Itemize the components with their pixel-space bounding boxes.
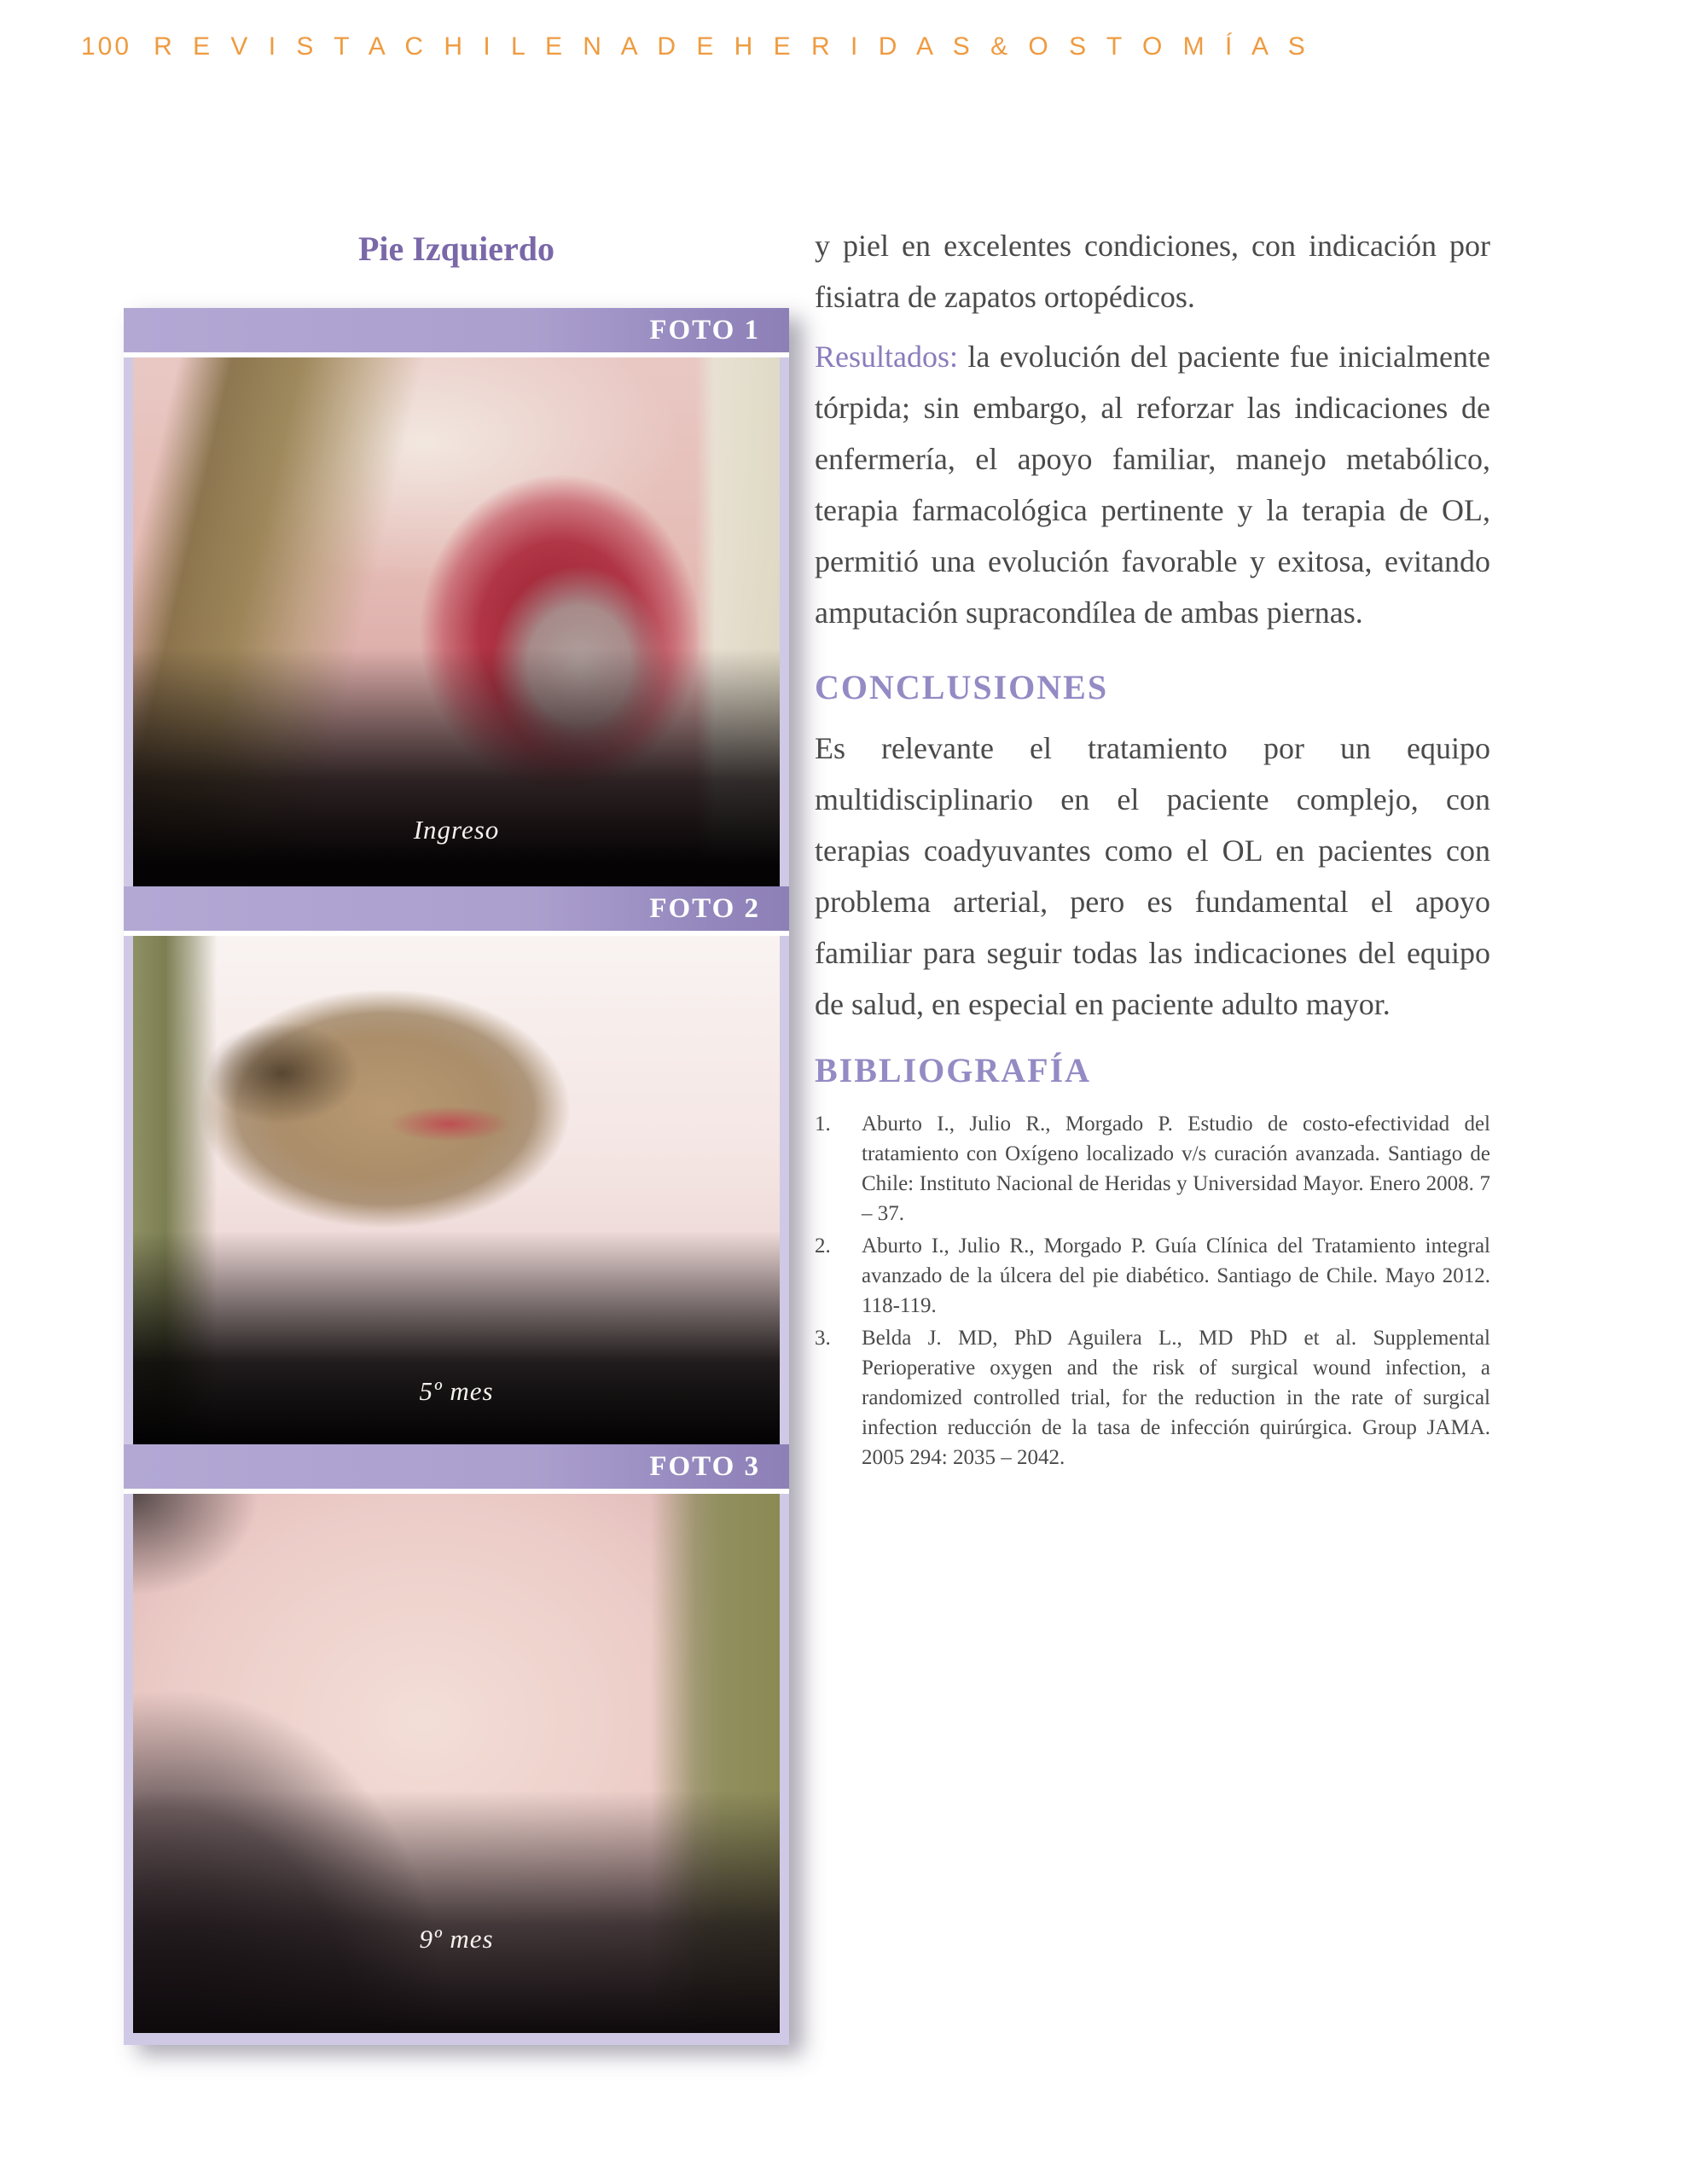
reference-text: Aburto I., Julio R., Morgado P. Estudio de costo-efectividad del tratamiento con Oxígeno localizado v/s curación avanzada. Santiago de Chile: Instituto Nacional de Heridas y Universidad Mayor. Enero 2008. 7 – 37. <box>862 1112 1490 1225</box>
foto-1-caption: Ingreso <box>413 815 500 845</box>
reference-number: 1. <box>815 1112 831 1136</box>
journal-title: R E V I S T A C H I L E N A D E H E R I D A S & O S T O M Í A S <box>154 32 1312 61</box>
references-list <box>815 1109 1490 1472</box>
foto-2-caption: 5º mes <box>419 1376 494 1406</box>
photo-stack <box>124 308 789 2045</box>
conclusiones-heading: CONCLUSIONES <box>815 668 1109 706</box>
resultados-text: la evolución del paciente fue inicialmente tórpida; sin embargo, al reforzar las indicaciones de enfermería, el apoyo familiar, manejo metabólico, terapia farmacológica pertinente y la terapia de OL, permitió una evolución favorable y exitosa, evitando amputación supracondílea de ambas piernas. <box>815 340 1490 630</box>
article-column <box>815 220 1490 1475</box>
reference-number: 3. <box>815 1327 831 1350</box>
reference-item <box>815 1323 1490 1472</box>
reference-text: Belda J. MD, PhD Aguilera L., MD PhD et al. Supplemental Perioperative oxygen and the risk of surgical wound infection, a randomized controlled trial, for the reduction in the rate of surgical infection reducción de la tasa de infección quirúrgica. Group JAMA. 2005 294: 2035 – 2042. <box>862 1327 1490 1469</box>
resultados-label: Resultados: <box>815 340 958 374</box>
reference-text: Aburto I., Julio R., Morgado P. Guía Clínica del Tratamiento integral avanzado de la úlcera del pie diabético. Santiago de Chile. Mayo 2012. 118-119. <box>862 1234 1490 1317</box>
intro-paragraph: y piel en excelentes condiciones, con indicación por fisiatra de zapatos ortopédicos. <box>815 229 1490 314</box>
foto-3-bar: FOTO 3 <box>124 1444 789 1489</box>
reference-number: 2. <box>815 1234 831 1258</box>
running-header <box>81 32 1312 61</box>
photo-column-title: Pie Izquierdo <box>358 229 554 268</box>
foto-2-image <box>133 936 780 1444</box>
page-number: 100 <box>81 32 132 61</box>
foto-1-frame <box>124 357 789 886</box>
reference-item <box>815 1109 1490 1228</box>
foto-1-bar: FOTO 1 <box>124 308 789 352</box>
bibliografia-heading: BIBLIOGRAFÍA <box>815 1051 1092 1089</box>
foto-3-image <box>133 1494 780 2033</box>
photo-column <box>124 224 789 2045</box>
resultados-paragraph <box>815 331 1490 638</box>
foto-2-frame <box>124 936 789 1444</box>
foto-1-image <box>133 357 780 886</box>
foto-2-bar: FOTO 2 <box>124 886 789 931</box>
conclusiones-paragraph: Es relevante el tratamiento por un equipo multidisciplinario en el paciente complejo, con terapias coadyuvantes como el OL en pacientes con problema arterial, pero es fundamental el apoyo familiar para seguir todas las indicaciones del equipo de salud, en especial en paciente adulto mayor. <box>815 731 1490 1021</box>
foto-3-frame <box>124 1494 789 2045</box>
reference-item <box>815 1231 1490 1321</box>
foto-3-caption: 9º mes <box>419 1924 494 1954</box>
